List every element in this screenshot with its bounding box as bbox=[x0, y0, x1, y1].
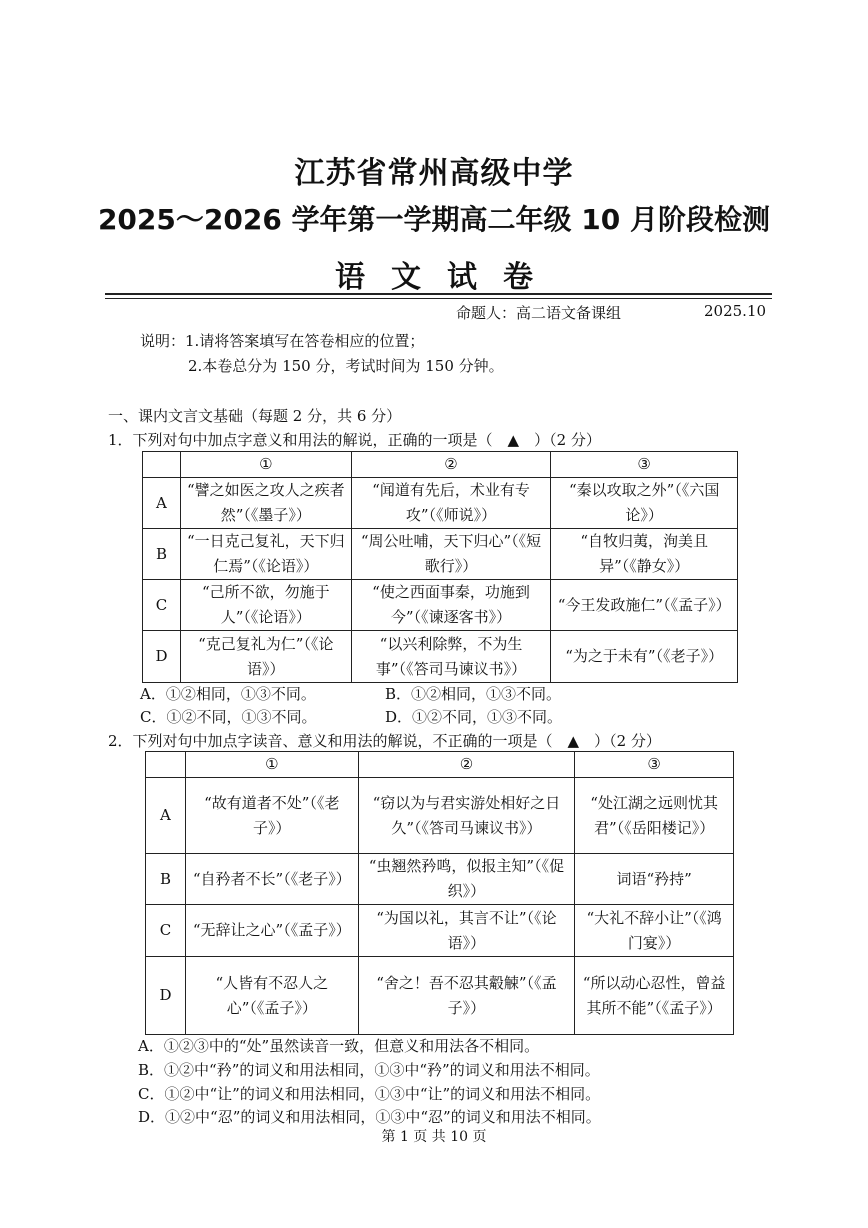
row-label: B bbox=[143, 529, 181, 580]
section-heading: 一、课内文言文基础（每题 2 分，共 6 分） bbox=[108, 407, 402, 425]
column-header: ② bbox=[351, 452, 551, 478]
exam-title: 2025～2026 学年第一学期高二年级 10 月阶段检测 bbox=[97, 203, 771, 236]
q1-option-b: B．①②相同，①③不同。 bbox=[385, 685, 562, 703]
column-header: ③ bbox=[551, 452, 738, 478]
exam-date: 2025.10 bbox=[704, 302, 767, 320]
q2-option-d: D．①②中“忍”的词义和用法相同，①③中“忍”的词义和用法不相同。 bbox=[138, 1108, 601, 1126]
column-header: ③ bbox=[575, 752, 734, 778]
table-cell: “处江湖之远则忧其君”（《岳阳楼记》） bbox=[575, 778, 734, 854]
table-cell: “故有道者不处”（《老子》） bbox=[185, 778, 358, 854]
column-header: ① bbox=[185, 752, 358, 778]
row-label: D bbox=[143, 631, 181, 683]
row-label: A bbox=[143, 478, 181, 529]
table-cell: “譬之如医之攻人之疾者然”（《墨子》） bbox=[180, 478, 351, 529]
q1-option-c: C．①②不同，①③不同。 bbox=[140, 708, 317, 726]
school-name: 江苏省常州高级中学 bbox=[294, 156, 574, 191]
table-cell: “一日克己复礼，天下归仁焉”（《论语》） bbox=[180, 529, 351, 580]
author-line: 命题人：高二语文备课组 bbox=[456, 304, 622, 322]
table-header-row bbox=[143, 452, 738, 478]
page-number: 第 1 页 共 10 页 bbox=[381, 1129, 487, 1145]
table-row bbox=[143, 529, 738, 580]
table-row bbox=[143, 580, 738, 631]
table-row bbox=[146, 854, 734, 905]
table-cell: “所以动心忍性，曾益其所不能”（《孟子》） bbox=[575, 957, 734, 1035]
table-cell: “周公吐哺，天下归心”（《短歌行》） bbox=[351, 529, 551, 580]
table-cell: “为国以礼，其言不让”（《论语》） bbox=[358, 905, 575, 957]
q1-option-a: A．①②相同，①③不同。 bbox=[140, 685, 316, 703]
table-cell: “以兴利除弊，不为生事”（《答司马谏议书》） bbox=[351, 631, 551, 683]
table-cell: “己所不欲，勿施于人”（《论语》） bbox=[180, 580, 351, 631]
column-header: ② bbox=[358, 752, 575, 778]
table-cell: “自牧归荑，洵美且异”（《静女》） bbox=[551, 529, 738, 580]
table-cell: “今王发政施仁”（《孟子》） bbox=[551, 580, 738, 631]
subject-title: 语文试卷 bbox=[335, 260, 559, 295]
table-cell: “自矜者不长”（《老子》） bbox=[185, 854, 358, 905]
title-rule-thin bbox=[105, 298, 772, 299]
table-header-row bbox=[146, 752, 734, 778]
table-cell: “窃以为与君实游处相好之日久”（《答司马谏议书》） bbox=[358, 778, 575, 854]
table-row bbox=[143, 478, 738, 529]
table-cell: 词语“矜持” bbox=[575, 854, 734, 905]
column-header: ① bbox=[180, 452, 351, 478]
row-label: C bbox=[143, 580, 181, 631]
table-cell: “为之于未有”（《老子》） bbox=[551, 631, 738, 683]
question-1-stem: 1．下列对句中加点字意义和用法的解说，正确的一项是（ ▲ ）（2 分） bbox=[108, 431, 601, 449]
row-label: C bbox=[146, 905, 186, 957]
table-cell: “大礼不辞小让”（《鸿门宴》） bbox=[575, 905, 734, 957]
table-cell: “闻道有先后，术业有专攻”（《师说》） bbox=[351, 478, 551, 529]
table-row bbox=[146, 778, 734, 854]
table-corner bbox=[143, 452, 181, 478]
question-2-stem: 2．下列对句中加点字读音、意义和用法的解说，不正确的一项是（ ▲ ）（2 分） bbox=[108, 732, 661, 750]
question-2-table bbox=[145, 751, 734, 1035]
q2-option-a: A．①②③中的“处”虽然读音一致，但意义和用法各不相同。 bbox=[138, 1037, 540, 1055]
table-corner bbox=[146, 752, 186, 778]
row-label: D bbox=[146, 957, 186, 1035]
row-label: A bbox=[146, 778, 186, 854]
table-cell: “虫翘然矜鸣，似报主知”（《促织》） bbox=[358, 854, 575, 905]
instruction-1: 说明：1.请将答案填写在答卷相应的位置； bbox=[140, 332, 425, 350]
table-row bbox=[146, 905, 734, 957]
table-cell: “克己复礼为仁”（《论语》） bbox=[180, 631, 351, 683]
question-1-table bbox=[142, 451, 738, 683]
instruction-2: 2.本卷总分为 150 分，考试时间为 150 分钟。 bbox=[188, 357, 504, 375]
table-row bbox=[146, 957, 734, 1035]
table-cell: “使之西面事秦，功施到今”（《谏逐客书》） bbox=[351, 580, 551, 631]
q2-option-c: C．①②中“让”的词义和用法相同，①③中“让”的词义和用法不相同。 bbox=[138, 1085, 601, 1103]
table-cell: “无辞让之心”（《孟子》） bbox=[185, 905, 358, 957]
q1-option-d: D．①②不同，①③不同。 bbox=[385, 708, 563, 726]
title-rule-thick bbox=[105, 293, 772, 295]
table-cell: “秦以攻取之外”（《六国论》） bbox=[551, 478, 738, 529]
table-row bbox=[143, 631, 738, 683]
table-cell: “人皆有不忍人之心”（《孟子》） bbox=[185, 957, 358, 1035]
table-cell: “舍之！吾不忍其觳觫”（《孟子》） bbox=[358, 957, 575, 1035]
row-label: B bbox=[146, 854, 186, 905]
q2-option-b: B．①②中“矜”的词义和用法相同，①③中“矜”的词义和用法不相同。 bbox=[138, 1061, 600, 1079]
